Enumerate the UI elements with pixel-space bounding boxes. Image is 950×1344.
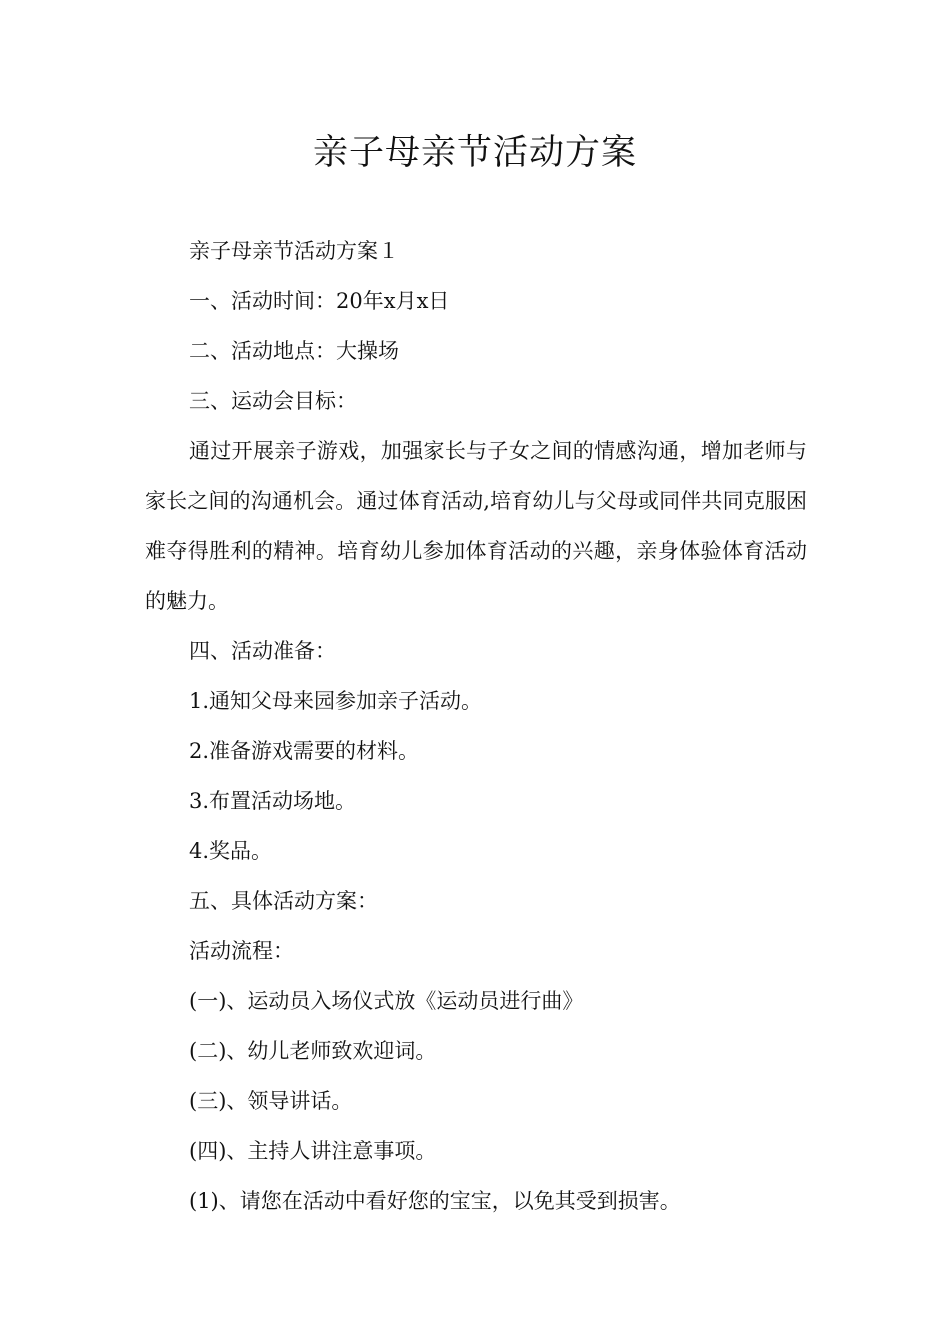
process-item-1: (一)、运动员入场仪式放《运动员进行曲》 (189, 989, 584, 1013)
preparation-item-4: 4.奖品。 (189, 839, 273, 863)
note-item-1: (1)、请您在活动中看好您的宝宝，以免其受到损害。 (189, 1189, 681, 1213)
document-title: 亲子母亲节活动方案 (312, 133, 637, 173)
activity-location-line: 二、活动地点：大操场 (189, 339, 399, 363)
activity-time-line: 一、活动时间：20年x月x日 (189, 289, 450, 313)
preparation-heading: 四、活动准备： (189, 639, 336, 663)
goal-heading: 三、运动会目标： (189, 389, 357, 413)
process-item-3: (三)、领导讲话。 (189, 1089, 353, 1113)
preparation-item-1: 1.通知父母来园参加亲子活动。 (189, 689, 483, 713)
process-heading: 活动流程： (189, 939, 294, 963)
document-body (145, 226, 807, 1226)
goal-paragraph: 通过开展亲子游戏，加强家长与子女之间的情感沟通，增加老师与家长之间的沟通机会。通过体育活动,培育幼儿与父母或同伴共同克服困难夺得胜利的精神。培育幼儿参加体育活动的兴趣，亲身体验体育活动的魅力。 (145, 439, 807, 613)
section-heading: 亲子母亲节活动方案１ (189, 239, 399, 263)
preparation-item-2: 2.准备游戏需要的材料。 (189, 739, 420, 763)
process-item-4: (四)、主持人讲注意事项。 (189, 1139, 437, 1163)
plan-heading: 五、具体活动方案： (189, 889, 378, 913)
process-item-2: (二)、幼儿老师致欢迎词。 (189, 1039, 437, 1063)
preparation-item-3: 3.布置活动场地。 (189, 789, 357, 813)
